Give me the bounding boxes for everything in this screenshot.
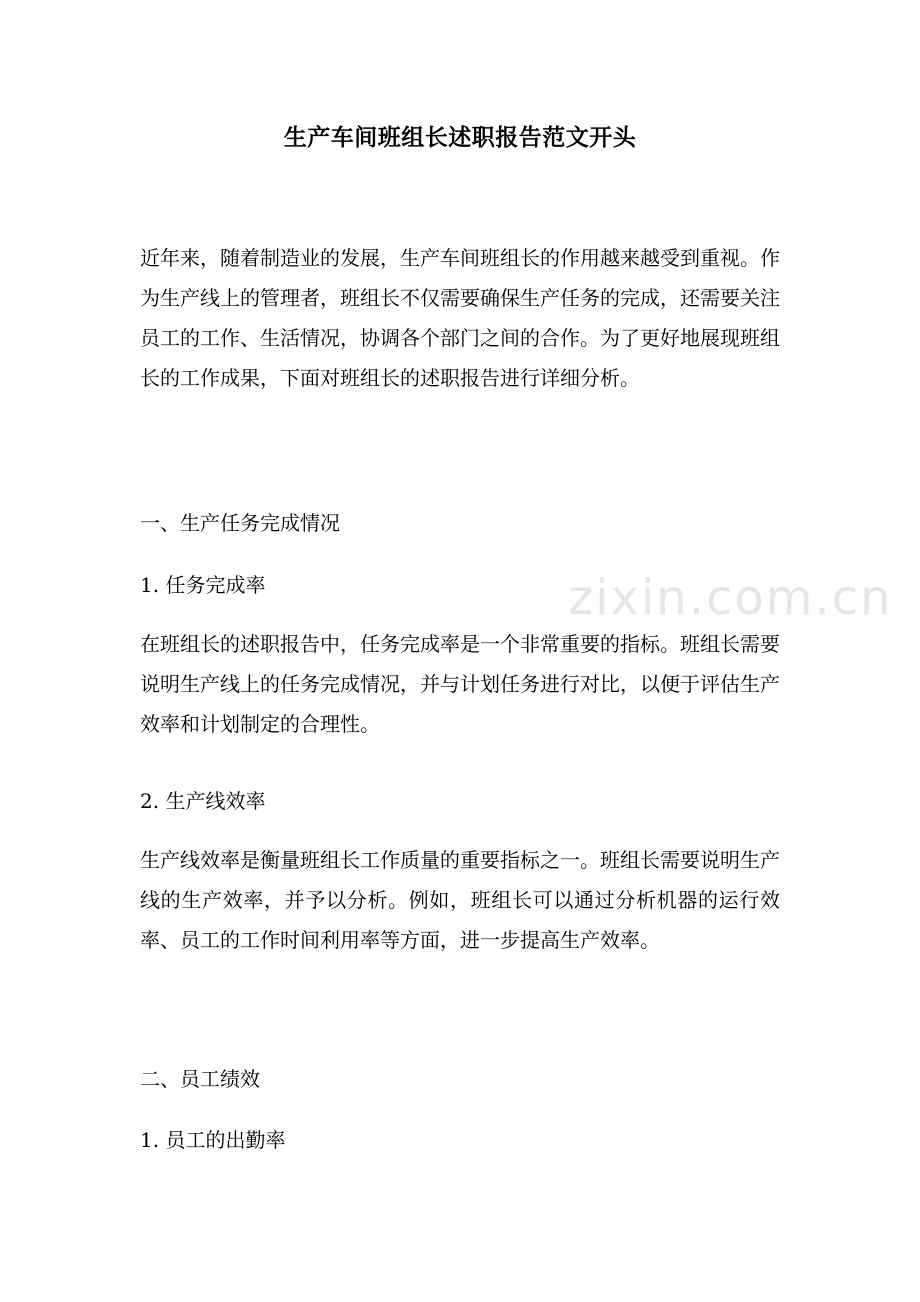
section-1-item-2-heading: 2. 生产线效率: [140, 789, 266, 813]
watermark: zixin.com.cn: [568, 570, 893, 626]
section-1-item-2-body: 生产线效率是衡量班组长工作质量的重要指标之一。班组长需要说明生产线的生产效率，并予以分析。例如，班组长可以通过分析机器的运行效率、员工的工作时间利用率等方面，进一步提高生产效率。: [140, 848, 780, 952]
section-2-item-1-heading: 1. 员工的出勤率: [140, 1128, 286, 1152]
section-1-item-1-heading: 1. 任务完成率: [140, 573, 266, 597]
section-2-heading: 二、员工绩效: [140, 1067, 260, 1091]
intro-paragraph: 近年来，随着制造业的发展，生产车间班组长的作用越来越受到重视。作为生产线上的管理者，班组长不仅需要确保生产任务的完成，还需要关注员工的工作、生活情况，协调各个部门之间的合作。为了更好地展现班组长的工作成果，下面对班组长的述职报告进行详细分析。: [140, 246, 780, 390]
document-title: 生产车间班组长述职报告范文开头: [283, 124, 637, 151]
section-1-item-1-body: 在班组长的述职报告中，任务完成率是一个非常重要的指标。班组长需要说明生产线上的任务完成情况，并与计划任务进行对比，以便于评估生产效率和计划制定的合理性。: [140, 632, 780, 736]
section-1-heading: 一、生产任务完成情况: [140, 511, 340, 535]
